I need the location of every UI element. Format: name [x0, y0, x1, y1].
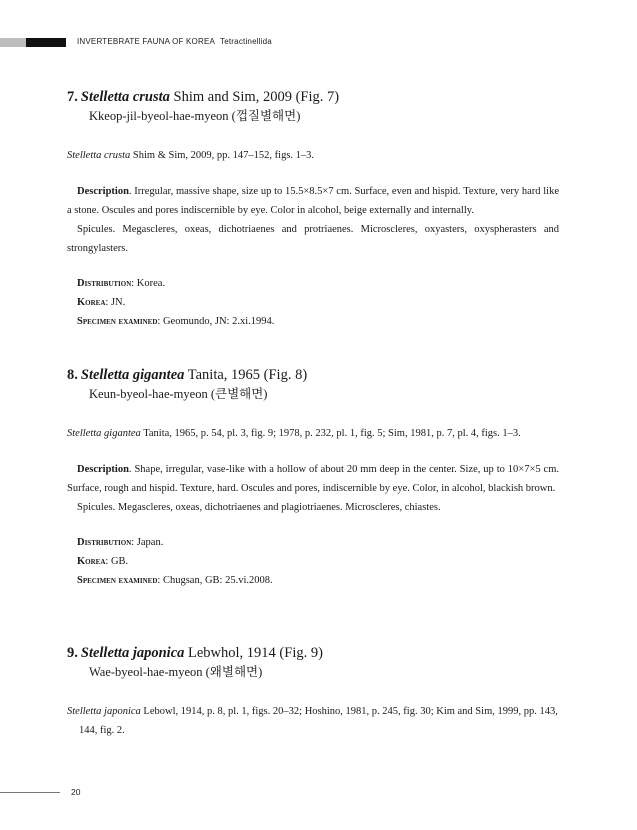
distribution-label: Distribution: [77, 278, 132, 289]
species-entry-9: [67, 645, 559, 740]
species-authority: Shim and Sim, 2009 (Fig. 7): [169, 89, 340, 105]
description-text: . Irregular, massive shape, size up to 15.5×8.5×7 cm. Surface, even and hispid. Texture, very hard like a stone. Oscules and pores indiscernible by eye. Color in alcohol, beige externally and internally.: [67, 186, 559, 216]
description-paragraph: [67, 460, 559, 498]
specimen-label: Specimen examined: [77, 316, 158, 327]
species-name: Stelletta crusta: [80, 89, 170, 105]
korea-line: [77, 293, 559, 312]
species-authority: Lebwhol, 1914 (Fig. 9): [184, 645, 323, 661]
page-number: 20: [71, 787, 81, 797]
species-number: 8.: [67, 367, 78, 383]
description-block: [67, 182, 559, 258]
header-bar-gray: [0, 38, 26, 47]
korean-name: Kkeop-jil-byeol-hae-myeon (껍질별해면): [89, 109, 301, 123]
header-title: INVERTEBRATE FAUNA OF KOREA: [77, 37, 216, 46]
korea-line: [77, 552, 559, 571]
korean-name: Wae-byeol-hae-myeon (왜별해면): [89, 665, 263, 679]
citation: [67, 424, 559, 443]
species-name: Stelletta gigantea: [80, 367, 185, 383]
description-paragraph: [67, 182, 559, 220]
citation: [67, 146, 559, 165]
header-subtitle: Tetractinellida: [220, 37, 272, 46]
specimen-label: Specimen examined: [77, 575, 158, 586]
header-bar-black: [26, 38, 66, 47]
spicules-paragraph: Spicules. Megascleres, oxeas, dichotriaenes and protriaenes. Microscleres, oxyasters, oxyspherasters and strongylasters.: [67, 224, 559, 254]
korea-label: Korea: [77, 297, 106, 308]
species-title: [67, 645, 559, 662]
species-title: [67, 367, 559, 384]
meta-block: [67, 533, 559, 590]
citation-text: Shim & Sim, 2009, pp. 147–152, figs. 1–3.: [130, 150, 315, 161]
citation-text: Tanita, 1965, p. 54, pl. 3, fig. 9; 1978, p. 232, pl. 1, fig. 5; Sim, 1981, p. 7, pl. 4, figs. 1–3.: [140, 428, 521, 439]
specimen-value: : Chugsan, GB: 25.vi.2008.: [157, 575, 273, 586]
species-title: [67, 89, 559, 106]
species-name: Stelletta japonica: [80, 645, 185, 661]
korean-name: Keun-byeol-hae-myeon (큰별해면): [89, 387, 268, 401]
running-header: [77, 37, 272, 46]
species-authority: Tanita, 1965 (Fig. 8): [184, 367, 308, 383]
footer-rule: [0, 792, 60, 793]
citation-name: Stelletta crusta: [67, 150, 131, 161]
citation-name: Stelletta gigantea: [67, 428, 141, 439]
distribution-line: [77, 274, 559, 293]
species-number: 9.: [67, 645, 78, 661]
korea-value: : JN.: [105, 297, 126, 308]
specimen-value: : Geomundo, JN: 2.xi.1994.: [157, 316, 275, 327]
specimen-line: [77, 312, 559, 331]
distribution-line: [77, 533, 559, 552]
species-number: 7.: [67, 89, 78, 105]
citation-text: Lebowl, 1914, p. 8, pl. 1, figs. 20–32; Hoshino, 1981, p. 245, fig. 30; Kim and Sim, 1999, pp. 143, 144, fig. 2.: [79, 706, 558, 736]
description-text: . Shape, irregular, vase-like with a hollow of about 20 mm deep in the center. Size, up to 10×7×5 cm. Surface, rough and hispid. Texture, hard. Oscules and pores, indiscernible by eye. Color, in alcohol, blackish brown.: [67, 464, 559, 494]
description-label: Description: [77, 464, 129, 475]
spicules-paragraph: Spicules. Megascleres, oxeas, dichotriaenes and plagiotriaenes. Microscleres, chiastes.: [77, 502, 441, 513]
meta-block: [67, 274, 559, 331]
description-label: Description: [77, 186, 129, 197]
distribution-label: Distribution: [77, 537, 132, 548]
citation: [67, 702, 559, 740]
specimen-line: [77, 571, 559, 590]
distribution-value: : Korea.: [131, 278, 166, 289]
citation-name: Stelletta japonica: [67, 706, 141, 717]
korea-value: : GB.: [105, 556, 129, 567]
species-entry-7: [67, 89, 559, 331]
description-block: [67, 460, 559, 517]
species-entry-8: [67, 367, 559, 590]
distribution-value: : Japan.: [131, 537, 164, 548]
korea-label: Korea: [77, 556, 106, 567]
